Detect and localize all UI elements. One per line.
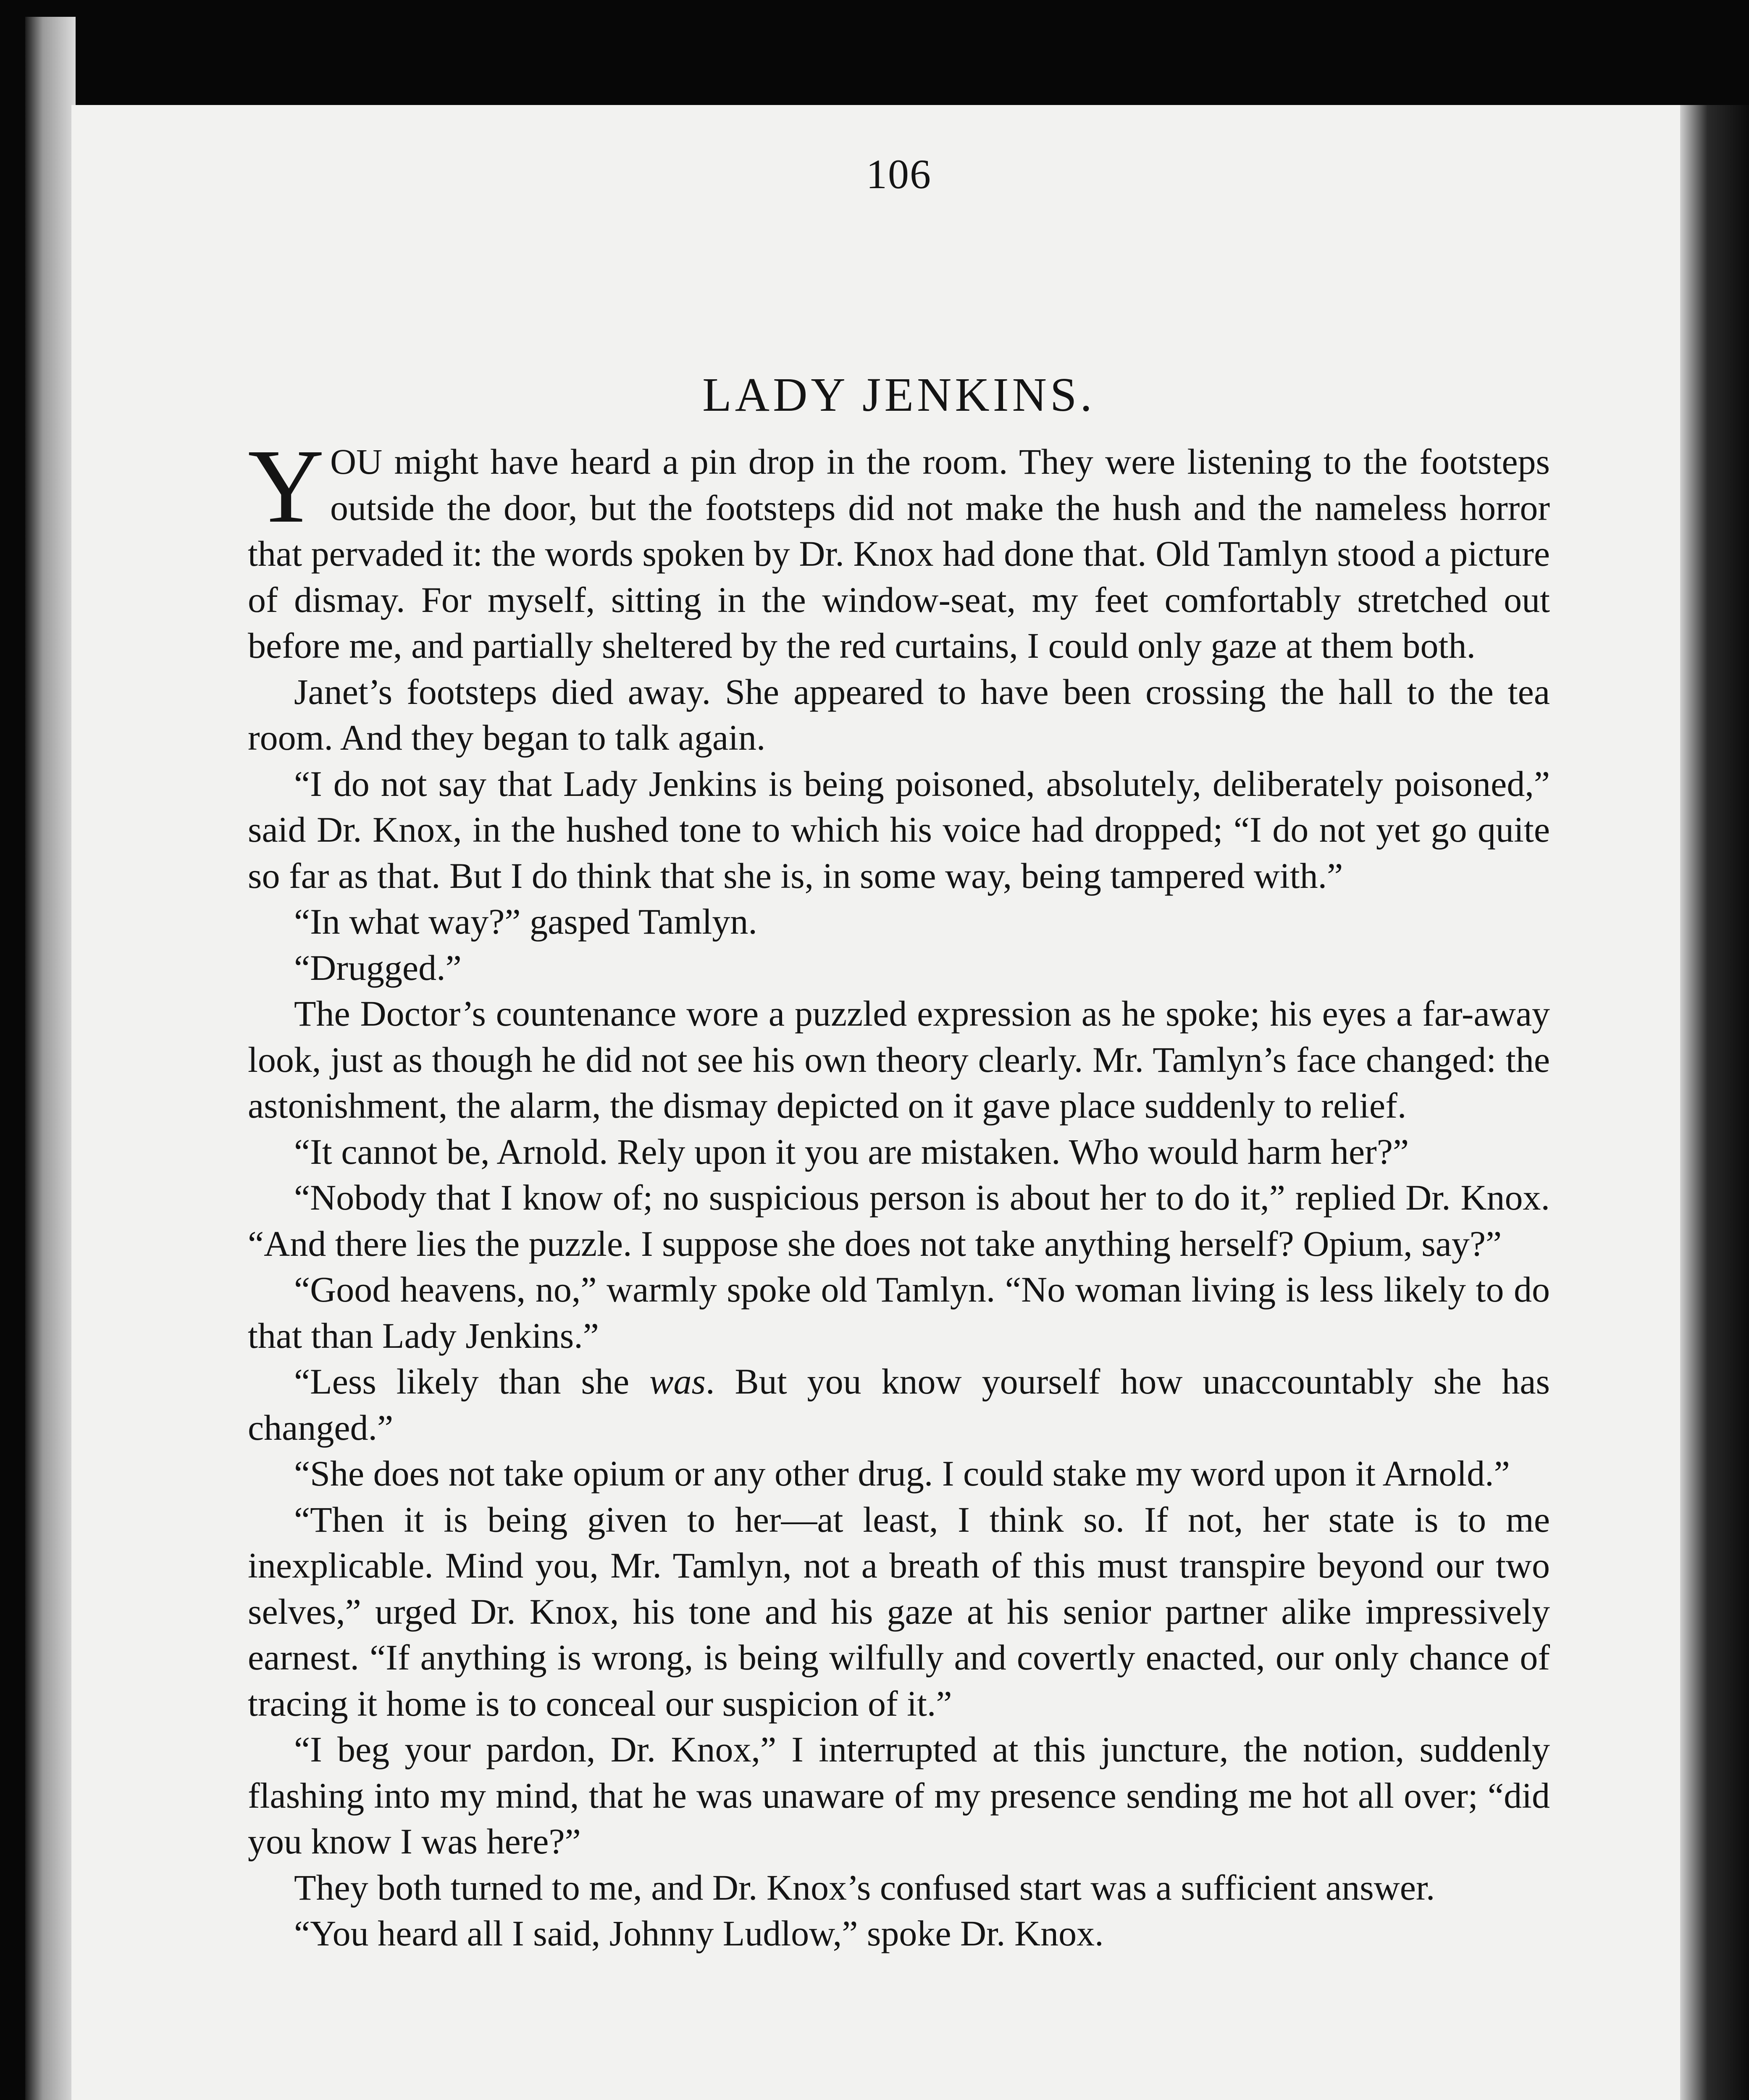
paragraph-12: “Then it is being given to her—at least, I think so. If not, her state is to me inexplicable. Mind you, Mr. Tamlyn, not a breath of this must transpire beyond our two selves,” urged Dr. Knox, his tone and his gaze at his senior partner alike impressively earnest. “If anything is wrong, is being wilfully and covertly enacted, our only chance of tracing it home is to conceal our suspicion of it.”: [248, 1499, 1550, 1724]
paragraph-13: “I beg your pardon, Dr. Knox,” I interrupted at this juncture, the notion, suddenly flashing into my mind, that he was unaware of my presence sending me hot all over; “did you know I was here?”: [248, 1729, 1550, 1861]
italic-word: was: [649, 1361, 706, 1402]
paragraph-10: [248, 1359, 1550, 1451]
paragraph-3: “I do not say that Lady Jenkins is being poisoned, absolutely, deliberately poisoned,” said Dr. Knox, in the hushed tone to which his voice had dropped; “I do not yet go quite so far as that. But I do think that she is, in some way, being tampered with.”: [248, 763, 1550, 896]
paragraph-5: “Drugged.”: [294, 947, 462, 988]
page-content: [248, 143, 1550, 1957]
page-number: 106: [866, 151, 932, 197]
paragraph-text: OU might have heard a pin drop in the room. They were listening to the footsteps outside the door, but the footsteps did not make the hush and the nameless horror that pervaded it: the words spoken by Dr. Knox had done that. Old Tamlyn stood a picture of dismay. For myself, sitting in the window-seat, my feet comfortably stretched out before me, and partially sheltered by the red curtains, I could only gaze at them both.: [248, 441, 1550, 666]
paragraph-15: “You heard all I said, Johnny Ludlow,” spoke Dr. Knox.: [294, 1913, 1104, 1953]
paragraph-7: “It cannot be, Arnold. Rely upon it you are mistaken. Who would harm her?”: [294, 1131, 1409, 1172]
paragraph-4: “In what way?” gasped Tamlyn.: [294, 901, 757, 942]
paragraph-2: Janet’s footsteps died away. She appeared to have been crossing the hall to the tea room. And they began to talk again.: [248, 671, 1550, 758]
paragraph-text: “Less likely than she: [294, 1361, 650, 1402]
paragraph-text: . But you know yourself how unaccountably she has changed.”: [248, 1361, 1550, 1448]
paragraph-9: “Good heavens, no,” warmly spoke old Tamlyn. “No woman living is less likely to do that than Lady Jenkins.”: [248, 1269, 1550, 1356]
page-gutter-shadow: [1680, 105, 1749, 2100]
chapter-title: LADY JENKINS.: [702, 368, 1095, 421]
drop-cap: Y: [248, 427, 324, 545]
paragraph-1: [248, 427, 1550, 669]
paragraph-14: They both turned to me, and Dr. Knox’s confused start was a sufficient answer.: [294, 1867, 1435, 1908]
paragraph-8: “Nobody that I know of; no suspicious person is about her to do it,” replied Dr. Knox. “And there lies the puzzle. I suppose she does not take anything herself? Opium, say?”: [248, 1177, 1550, 1264]
paragraph-11: “She does not take opium or any other drug. I could stake my word upon it Arnold.”: [294, 1453, 1510, 1494]
paragraph-6: The Doctor’s countenance wore a puzzled expression as he spoke; his eyes a far-away look, just as though he did not see his own theory clearly. Mr. Tamlyn’s face changed: the astonishment, the alarm, the dismay depicted on it gave place suddenly to relief.: [248, 993, 1550, 1126]
page-edge-left: [25, 17, 76, 2100]
